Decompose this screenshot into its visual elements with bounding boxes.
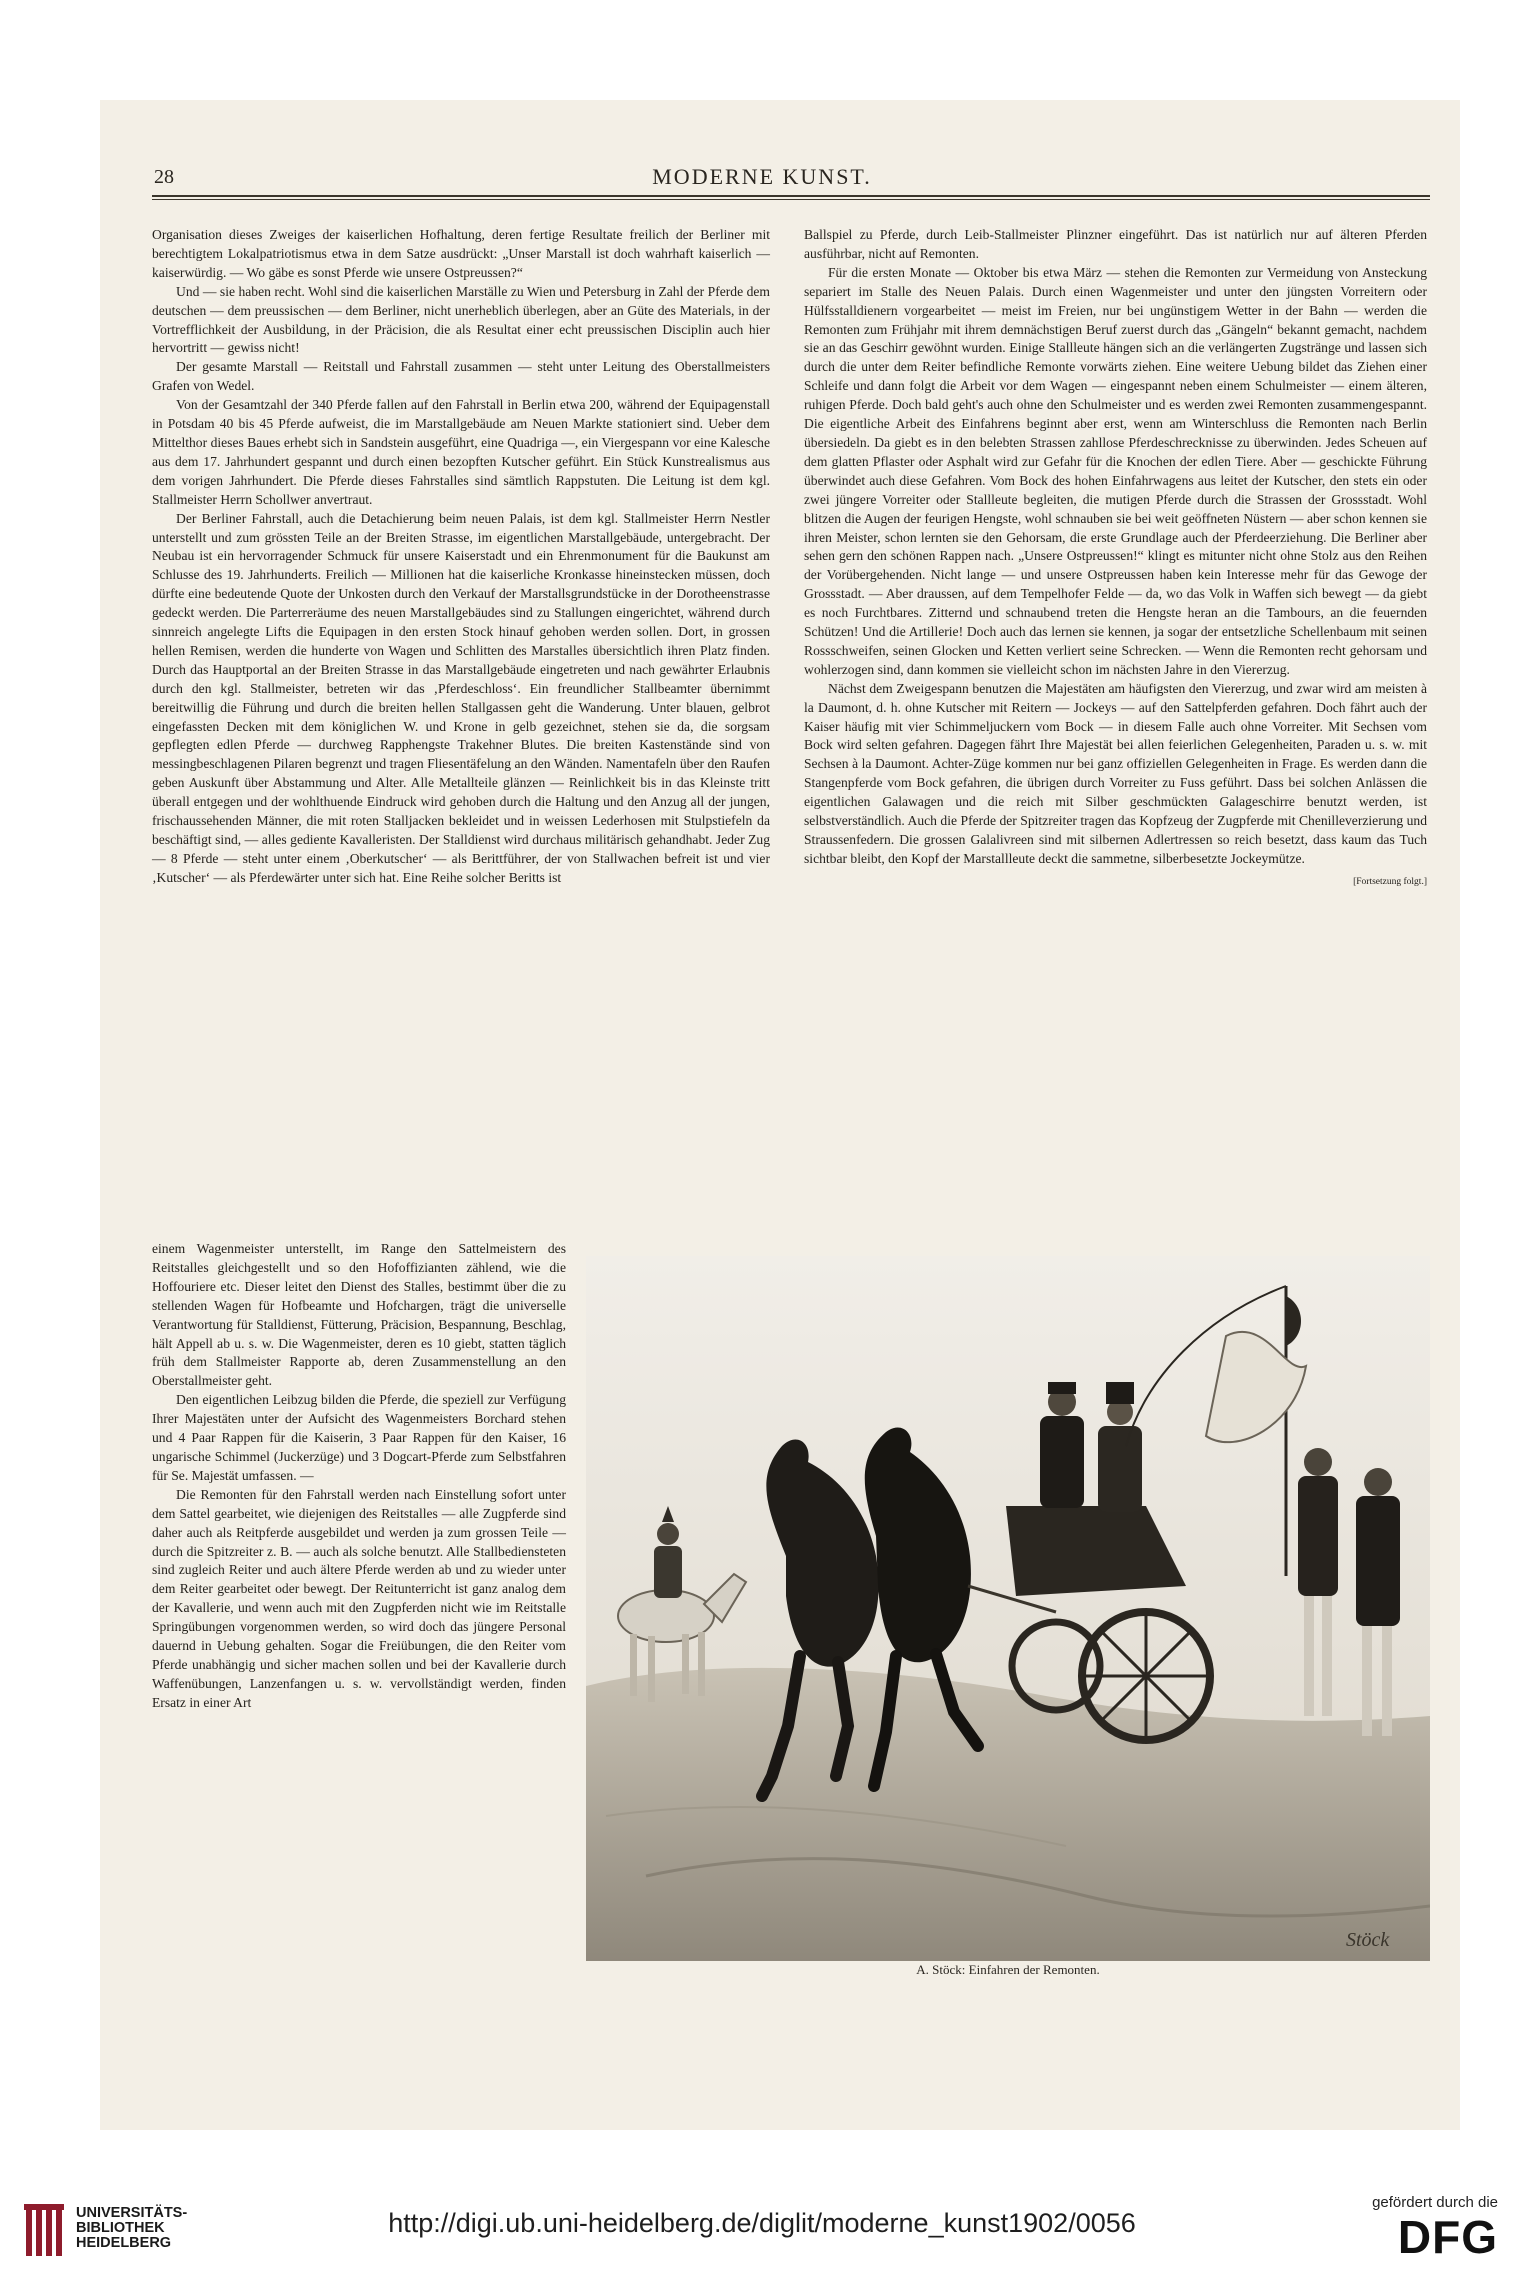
text-column-left-bottom	[152, 1240, 566, 1713]
dfg-logo-mark: DFG	[1397, 2211, 1498, 2263]
library-name-line: UNIVERSITÄTS-	[76, 2205, 188, 2221]
paragraph: Den eigentlichen Leibzug bilden die Pferde, die speziell zur Verfügung Ihrer Majestäten unter der Aufsicht des Wagenmeisters Borchard stehen und 4 Paar Rappen für die Kaiserin, 3 Paar Rappen für den Kaiser, 16 ungarische Schimmel (Juckerzüge) und 3 Dogcart-Pferde zum Selbstfahren für Se. Majestät umfassen. —	[152, 1392, 566, 1483]
paragraph: Organisation dieses Zweiges der kaiserlichen Hofhaltung, deren fertige Resultate freilich der Berliner mit berechtigtem Lokalpatriotismus etwa in dem Satze ausdrückt: „Unser Marstall ist doch wahrhaft kaiserlich — kaiserwürdig. — Wo gäbe es sonst Pferde wie unsere Ostpreussen?“	[152, 227, 770, 280]
artist-signature: Stöck	[1346, 1929, 1390, 1951]
funding-text: gefördert durch die	[1372, 2194, 1498, 2211]
text-column-right	[804, 226, 1427, 892]
continued-note: [Fortsetzung folgt.]	[1353, 876, 1427, 887]
paragraph: Für die ersten Monate — Oktober bis etwa März — stehen die Remonten zur Vermeidung von Ansteckung separiert im Stalle des Neuen Palais. Durch einen Wagenmeister und unter den jüngsten Vorreitern oder Hülfsstalldienern vorgearbeitet — meist im Freien, nur bei ungünstigem Wetter in der Bahn — werden die Remonten zum Frühjahr mit ihrem demnächstigen Beruf zuerst durch das „Gängeln“ bekannt gemacht, nachdem sie an das Geschirr gewöhnt wurden. Einige Stallleute hängen sich an die verlängerten Zugstränge und lassen sich durch die unter dem Reiter befindliche Remonte vorwärts ziehen. Eine weitere Uebung bildet das Ziehen einer Schleife und dann folgt die Arbeit vor dem Wagen — eingespannt neben einem Schulmeister — einem älteren, ruhigen Pferde. Doch bald geht's auch ohne den Schulmeister und es werden zwei Remonten zusammengespannt. Die eigentliche Arbeit des Einfahrens beginnt aber erst, wenn am Winterschluss die Remonten nach Berlin übersiedeln. Da giebt es in den belebten Strassen zahllose Pferdeschrecknisse zu überwinden. Jedes Scheuen auf dem glatten Pflaster oder Asphalt wird zur Gefahr für die Knochen der edlen Tiere. Aber — geschickte Führung überwindet auch diese Gefahren. Vom Bock des hohen Einfahrwagens aus leitet der Kutscher, den stets ein oder zwei jüngere Vorreiter oder Stallleute begleiten, die mutigen Pferde durch die Strassen der Grossstadt. Wohl blitzen die Augen der feurigen Hengste, wohl schnauben sie bei weit geöffneten Nüstern — aber schon kennen sie ihren Meister, schon lernten sie den Gehorsam, die erste Grundlage auch der Pferdeerziehung. Die Berliner aber sehen gern den schönen Rappen nach. „Unsere Ostpreussen!“ klingt es mitunter nicht ohne Stolz aus den Reihen der Vorübergehenden. Nicht lange — und unsere Ostpreussen haben kein Interesse mehr für das Gewoge der Grossstadt. — Aber draussen, auf dem Tempelhofer Felde — da, wo das Volk in Waffen sich bewegt — da giebt es noch Furchtbares. Zitternd und schnaubend treten die Hengste heran an die Tambours, an die feuernden Schützen! Und die Artillerie! Doch auch das lernen sie kennen, ja sogar der entsetzliche Schellenbaum mit seinen Rossschweifen, seinen Glocken und Ketten verliert seine Schrecken. — Wenn die Remonten recht gehorsam und wohlerzogen sind, dann kommen sie vielleicht schon im nächsten Jahre in den Viererzug.	[804, 264, 1427, 677]
text-column-left-top	[152, 226, 770, 888]
paragraph: Der gesamte Marstall — Reitstall und Fahrstall zusammen — steht unter Leitung des Oberstallmeisters Grafen von Wedel.	[152, 359, 770, 394]
paragraph: Der Berliner Fahrstall, auch die Detachierung beim neuen Palais, ist dem kgl. Stallmeister Herrn Nestler unterstellt und zum grössten Teile an der Breiten Strasse, im eigentlichen Marstallgebäude, untergebracht. Der Neubau ist ein hervorragender Schmuck für unsere Kaiserstadt und ein Ehrenmonument für die Baukunst am Schlusse des 19. Jahrhunderts. Freilich — Millionen hat die kaiserliche Kronkasse hineinstecken müssen, doch dürfte eine bedeutende Quote der Unkosten durch den Verkauf der Marstallsgrundstücke in der Dorotheenstrasse gedeckt werden. Die Parterreräume des neuen Marstallgebäudes sind zu Stallungen eingerichtet, während durch sinnreich angelegte Lifts die Equipagen in den ersten Stock hinauf gehoben werden sollen. Dort, in grossen hellen Remisen, werden die hunderte von Wagen und Schlitten des Marstalles übersichtlich ihren Platz finden. Durch das Hauptportal an der Breiten Strasse in das Marstallgebäude eingetreten und nach gewährter Erlaubnis durch den kgl. Stallmeister, betreten wir das ‚Pferdeschloss‘. Ein freundlicher Stallbeamter übernimmt bereitwillig die Führung und durch die breiten hellen Stallgassen geht die Wanderung. Unter blauen, gelbrot eingefassten Decken mit dem königlichen W. und Krone in gelb gezeichnet, stehen sie da, die sorgsam gepflegten edlen Pferde — durchweg Rapphengste Trakehner Blutes. Die breiten Kastenstände sind von messingbeschlagenen Pilaren begrenzt und tragen Fliesentäfelung an den Wänden. Namentafeln über den Raufen geben Auskunft über Abstammung und Alter. Alle Metallteile glänzen — Reinlichkeit bis in das Kleinste tritt überall entgegen und der wohlthuende Eindruck wird gehoben durch die Haltung und den Anzug all der jungen, frischaussehenden Männer, die mit roten Stalljacken bekleidet und in weissen Lederhosen mit Stulpstiefeln da beschäftigt sind, — alles gediente Kavalleristen. Der Stalldienst wird durchaus militärisch gehandhabt. Jeder Zug — 8 Pferde — steht unter einem ‚Oberkutscher‘ — als Berittführer, der von Stallwachen befreit ist und vier ‚Kutscher‘ — als Pferdewärter unter sich hat. Eine Reihe solcher Beritts ist	[152, 510, 770, 885]
paragraph: Und — sie haben recht. Wohl sind die kaiserlichen Marställe zu Wien und Petersburg in Zahl der Pferde dem deutschen — dem preussischen — dem Berliner, nicht unerheblich überlegen, aber an Güte des Materials, in der Vortrefflichkeit der Ausbildung, in der Präcision, die als Resultat einer echt preussischen Disciplin auch hier hervortritt — gewiss nicht!	[152, 283, 770, 356]
header-rule	[152, 195, 1430, 197]
paragraph: Nächst dem Zweigespann benutzen die Majestäten am häufigsten den Viererzug, und zwar wird am meisten à la Daumont, d. h. ohne Kutscher mit Reitern — Jockeys — auf den Sattelpferden gefahren. Doch fährt auch der Kaiser häufig mit vier Schimmeljuckern vom Bock — in diesem Falle auch ohne Vorreiter. Mit Sechsen vom Bock wird selten gefahren. Dagegen fährt Ihre Majestät bei allen feierlichen Gelegenheiten, Paraden u. s. w. mit Sechsen à la Daumont. Achter-Züge kommen nur bei ganz offiziellen Gelegenheiten in Frage. Es werden dann die Stangenpferde vom Bock gefahren, die übrigen durch Vorreiter zu Fuss geführt. Dass bei solchen Anlässen die eigentlichen Galawagen und die reich mit Silber geschmückten Galageschirre benutzt werden, ist selbstverständlich. Auch die Pferde der Spitzreiter tragen das Kopfzeug der Zugpferde mit Chenilleverzierung und Straussenfedern. Die grossen Galalivreen sind mit silbernen Adlertressen so reich besetzt, dass kaum das Tuch sichtbar bleibt, den Kopf der Marstallleute deckt die sammetne, silberbesetzte Jockeymütze.	[804, 680, 1427, 866]
paragraph: Ballspiel zu Pferde, durch Leib-Stallmeister Plinzner eingeführt. Das ist natürlich nur auf älteren Pferden ausführbar, nicht auf Remonten.	[804, 227, 1427, 261]
paragraph: einem Wagenmeister unterstellt, im Range den Sattelmeistern des Reitstalles gleichgestellt und so den Hofoffizianten zählend, wie die Hoffouriere etc. Dieser leitet den Dienst des Stalles, bestimmt über die zu stellenden Wagen für Hofbeamte und Hofchargen, trägt die universelle Verantwortung für Stalldienst, Fütterung, Präcision, Bespannung, Beschlag, hält Appell ab u. s. w. Die Wagenmeister, deren es 10 giebt, statten täglich früh dem Stallmeister Rapporte ab, deren Zusammenstellung an den Oberstallmeister geht.	[152, 1241, 566, 1389]
library-name-line: BIBLIOTHEK	[76, 2220, 165, 2236]
dfg-funding-logo[interactable]	[1348, 2194, 1498, 2263]
illustration-drawing	[586, 1256, 1430, 1961]
source-url-link[interactable]: http://digi.ub.uni-heidelberg.de/diglit/moderne_kunst1902/0056	[388, 2208, 1136, 2238]
footer-bar	[0, 2180, 1524, 2281]
header-rule-thin	[152, 199, 1430, 200]
paragraph: Die Remonten für den Fahrstall werden nach Einstellung sofort unter dem Sattel gearbeitet, wie diejenigen des Reitstalles — alle Zugpferde sind daher auch als Reitpferde ausgebildet und werden ja zum grossen Teile — durch die Spitzreiter z. B. — auch als solche benutzt. Alle Stallbediensteten sind zugleich Reiter und auch ältere Pferde werden ab und zu wieder unter dem Reiter gearbeitet oder bewegt. Der Reitunterricht ist ganz analog dem der Kavallerie, und wenn auch mit den Zugpferden nicht wie im Reitstalle Springübungen vorgenommen werden, so wird doch das jüngere Personal dauernd in Uebung gehalten. Sogar die Freiübungen, die den Reiter vom Pferde unabhängig und sicher machen sollen und bei der Kavallerie durch Waffenübungen, Lanzenfangen u. s. w. vervollständigt werden, finden Ersatz in einer Art	[152, 1486, 566, 1710]
illustration-caption: A. Stöck: Einfahren der Remonten.	[916, 1962, 1100, 1977]
paragraph: Von der Gesamtzahl der 340 Pferde fallen auf den Fahrstall in Berlin etwa 200, während der Equipagenstall in Potsdam 40 bis 45 Pferde aufweist, die im Marstallgebäude am Neuen Markte stationiert sind. Ueber dem Mittelthor dieses Baues erhebt sich in Sandstein ausgeführt, eine Quadriga —, ein Viergespann vor eine Kalesche aus dem 17. Jahrhundert gespannt und durch einen bezopften Kutscher geführt. Ein Stück Kunstrealismus aus dem vorigen Jahrhundert. Die Pferde dieses Fahrstalles sind sämtlich Rappstuten. Die Leitung ist dem kgl. Stallmeister Herrn Schollwer anvertraut.	[152, 397, 770, 507]
running-title: MODERNE KUNST.	[652, 164, 872, 189]
illustration-carriage-horses	[586, 1256, 1430, 1961]
page-number: 28	[154, 166, 174, 188]
library-name-line: HEIDELBERG	[76, 2235, 172, 2251]
